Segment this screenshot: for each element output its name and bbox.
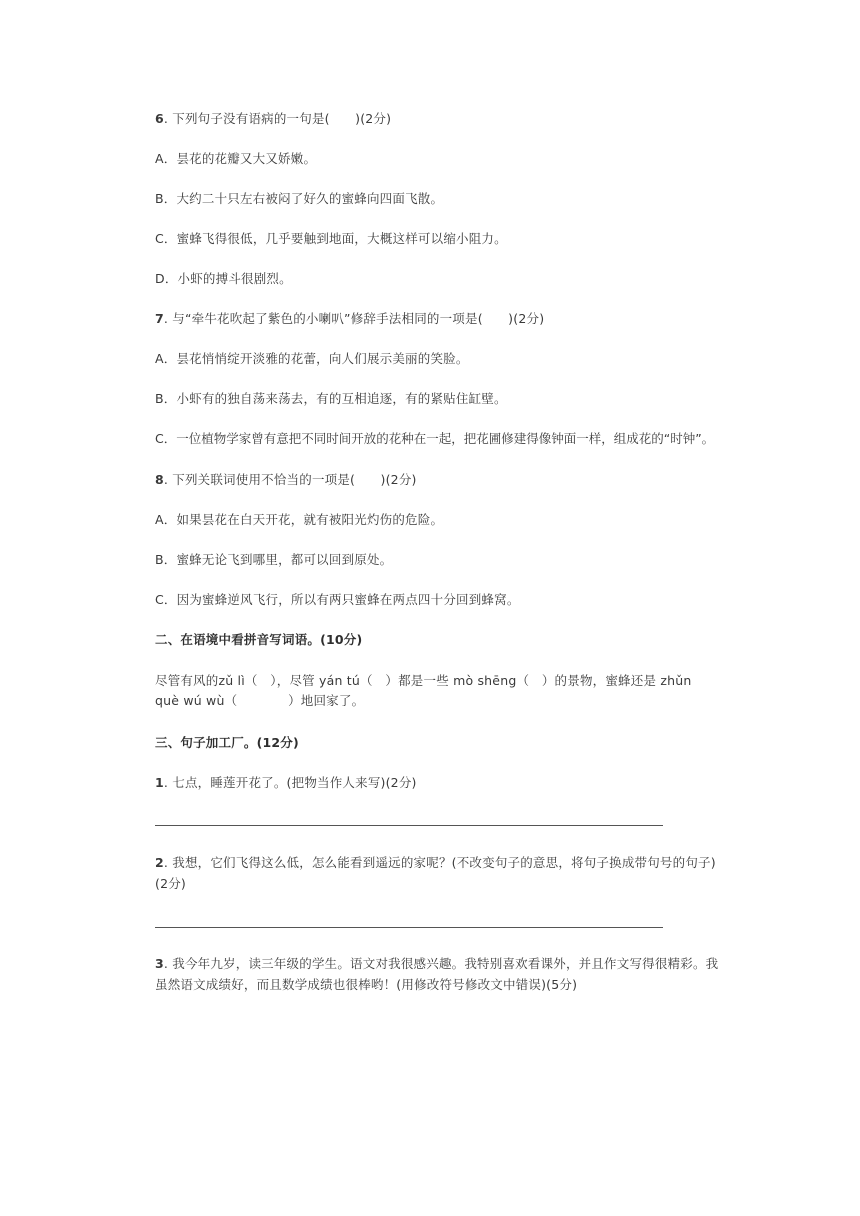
question-text: . 与“牵牛花吹起了紫色的小喇叭”修辞手法相同的一项是( )(2分) [163, 311, 545, 326]
question-text: . 七点，睡莲开花了。(把物当作人来写)(2分) [163, 775, 417, 790]
section-2-heading: 二、在语境中看拼音写词语。(10分) [155, 632, 363, 647]
section-3-question-1 [155, 773, 417, 793]
section-3-question-2-line-2: (2分) [155, 876, 187, 891]
question-6-option-d: D．小虾的搏斗很剧烈。 [155, 271, 292, 286]
section-2-text-line-1: 尽管有风的zǔ lì（ ），尽管 yán tú（ ）都是一些 mò shēng（ ）的景物，蜜蜂还是 zhǔn [155, 673, 692, 688]
question-7-option-b: B．小虾有的独自荡来荡去，有的互相追逐，有的紧贴住缸壁。 [155, 391, 507, 406]
question-text: . 我今年九岁，读三年级的学生。语文对我很感兴趣。我特别喜欢看课外，并且作文写得很精彩。我 [163, 956, 719, 971]
question-number: 1 [155, 775, 164, 790]
question-text: . 下列关联词使用不恰当的一项是( )(2分) [163, 472, 417, 487]
answer-line-2[interactable] [155, 927, 663, 928]
question-number: 7 [155, 311, 164, 326]
question-number: 3 [155, 956, 164, 971]
section-3-heading: 三、句子加工厂。(12分) [155, 735, 299, 750]
answer-line-1[interactable] [155, 825, 663, 826]
question-8-stem [155, 470, 417, 490]
question-6-option-c: C．蜜蜂飞得很低，几乎要触到地面，大概这样可以缩小阻力。 [155, 231, 507, 246]
section-3-question-2-line-1 [155, 853, 716, 873]
question-8-option-b: B．蜜蜂无论飞到哪里，都可以回到原处。 [155, 552, 393, 567]
question-8-option-c: C．因为蜜蜂逆风飞行，所以有两只蜜蜂在两点四十分回到蜂窝。 [155, 592, 520, 607]
question-8-option-a: A．如果昙花在白天开花，就有被阳光灼伤的危险。 [155, 512, 444, 527]
section-3-question-3-line-1 [155, 954, 718, 974]
question-text: . 我想，它们飞得这么低，怎么能看到遥远的家呢？(不改变句子的意思，将句子换成带句号的句子) [163, 855, 716, 870]
question-6-stem [155, 109, 391, 129]
section-3-question-3-line-2: 虽然语文成绩好，而且数学成绩也很棒哟！(用修改符号修改文中错误)(5分) [155, 977, 578, 992]
question-number: 2 [155, 855, 164, 870]
question-number: 6 [155, 111, 164, 126]
question-text: . 下列句子没有语病的一句是( )(2分) [163, 111, 392, 126]
question-number: 8 [155, 472, 164, 487]
question-7-option-c: C．一位植物学家曾有意把不同时间开放的花种在一起，把花圃修建得像钟面一样，组成花的“时钟”。 [155, 431, 715, 446]
question-6-option-b: B．大约二十只左右被闷了好久的蜜蜂向四面飞散。 [155, 191, 444, 206]
question-6-option-a: A．昙花的花瓣又大又娇嫩。 [155, 151, 317, 166]
question-7-option-a: A．昙花悄悄绽开淡雅的花蕾，向人们展示美丽的笑脸。 [155, 351, 469, 366]
section-2-text-line-2: què wú wù（ ）地回家了。 [155, 693, 365, 708]
question-7-stem [155, 309, 544, 329]
